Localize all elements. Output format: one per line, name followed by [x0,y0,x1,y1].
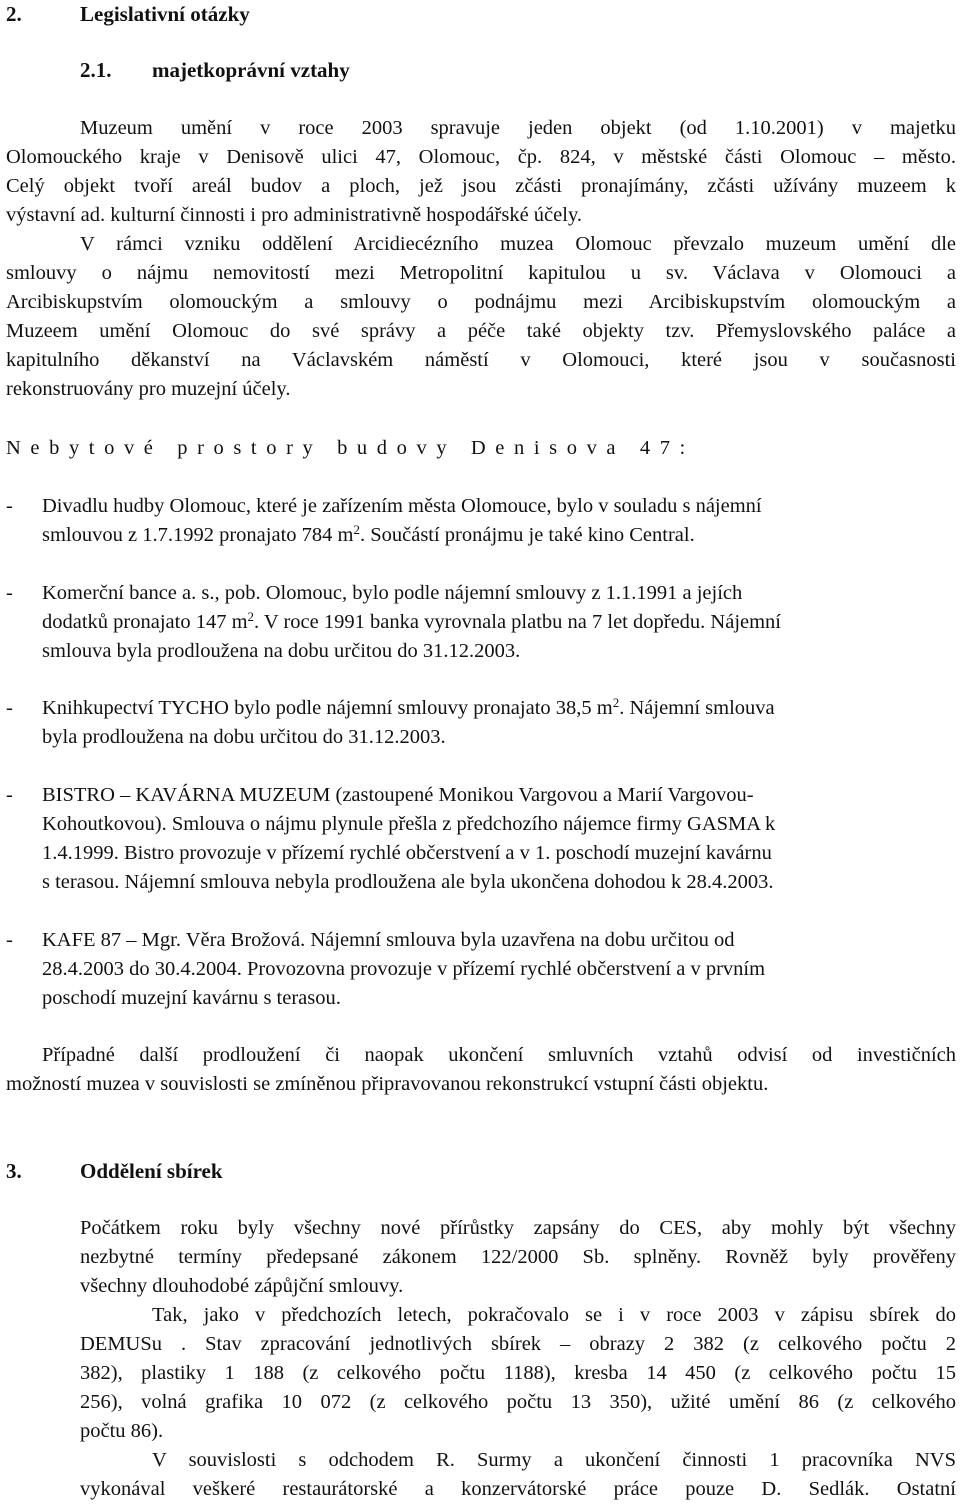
text-line: kapitulního děkanství na Václavském náměstí v Olomouci, které jsou v současnosti [6,349,956,371]
text-line: výstavní ad. kulturní činnosti i pro administrativně hospodářské účely. [6,204,582,226]
intro-paragraph [6,143,956,201]
text-line: Olomouckého kraje v Denisově ulici 47, Olomouc, čp. 824, v městské části Olomouc – město. [6,146,956,168]
text-line: rekonstruovány pro muzejní účely. [6,378,291,400]
paragraph-2-first-line [80,230,956,259]
text-line: BISTRO – KAVÁRNA MUZEUM (zastoupené Monikou Vargovou a Marií Vargovou- [42,784,754,806]
list-dash: - [6,697,13,719]
text-line: 382), plastiky 1 188 (z celkového počtu 1188), kresba 14 450 (z celkového počtu 15 [80,1362,956,1384]
list-dash: - [6,784,13,806]
text-line: V souvislosti s odchodem R. Surmy a ukončení činnosti 1 pracovníka NVS [152,1449,956,1471]
text-line: Arcibiskupstvím olomouckým a smlouvy o podnájmu mezi Arcibiskupstvím olomouckým a [6,291,956,313]
list-dash: - [6,582,13,604]
section-3-title: Oddělení sbírek [80,1159,223,1183]
text-line: Případné další prodloužení či naopak ukončení smluvních vztahů odvisí od investičních [42,1044,956,1066]
section-2-title: Legislativní otázky [80,2,250,26]
closing-paragraph-first-line [42,1041,956,1070]
text-line: KAFE 87 – Mgr. Věra Brožová. Nájemní smlouva byla uzavřena na dobu určitou od [42,929,735,951]
text-line: vykonával veškeré restaurátorské a konzervátorské práce pouze D. Sedlák. Ostatní [80,1478,956,1500]
section-3-paragraph-3 [80,1475,956,1504]
section-3-paragraph-1 [80,1214,956,1301]
text-line: Komerční bance a. s., pob. Olomouc, bylo podle nájemní smlouvy z 1.1.1991 a jejích [42,582,743,604]
text-line: smlouva byla prodloužena na dobu určitou do 31.12.2003. [42,640,521,662]
text-line: Počátkem roku byly všechny nové přírůstky zapsány do CES, aby mohly být všechny [80,1217,956,1239]
text-line: nezbytné termíny předepsané zákonem 122/2000 Sb. splněny. Rovněž byly prověřeny [80,1246,956,1268]
text-line: s terasou. Nájemní smlouva nebyla prodloužena ale byla ukončena dohodou k 28.4.2003. [42,871,774,893]
list-dash: - [6,495,13,517]
text-line: smlouvou z 1.7.1992 pronajato 784 $m^2$. Součástí pronájmu je také kino Central. [42,522,695,546]
text-line: 256), volná grafika 10 072 (z celkového počtu 13 350), užité umění 86 (z celkového [80,1391,956,1413]
section-3-paragraph-3-first-line [152,1446,956,1475]
text-line: DEMUSu . Stav zpracování jednotlivých sbírek – obrazy 2 382 (z celkového počtu 2 [80,1333,956,1355]
text-line: 28.4.2003 do 30.4.2004. Provozovna provozuje v přízemí rychlé občerstvení a v prvním [42,958,766,980]
section-2-number: 2. [6,2,22,26]
text-line: 1.4.1999. Bistro provozuje v přízemí rychlé občerstvení a v 1. poschodí muzejní kavárnu [42,842,772,864]
subsection-2-1-number: 2.1. [80,58,112,82]
list-dash: - [6,929,13,951]
text-line: Kohoutkovou). Smlouva o nájmu plynule přešla z předchozího nájemce firmy GASMA k [42,813,776,835]
text-line: smlouvy o nájmu nemovitostí mezi Metropolitní kapitulou u sv. Václava v Olomouci a [6,262,956,284]
list-item-tycho [42,694,956,752]
text-line: byla prodloužena na dobu určitou do 31.12.2003. [42,726,446,748]
list-item-bistro [42,781,956,897]
text-line: všechny dlouhodobé zápůjční smlouvy. [80,1275,404,1297]
section-3-paragraph-2-first-line [152,1301,956,1330]
text-line: možností muzea v souvislosti se zmíněnou připravovanou rekonstrukcí vstupní části objektu. [6,1073,769,1095]
subsection-2-1-title: majetkoprávní vztahy [152,58,350,82]
text-line: Knihkupectví TYCHO bylo podle nájemní smlouvy pronajato 38,5 $m^2$. Nájemní smlouva [42,695,775,719]
paragraph-2 [6,259,956,404]
closing-paragraph [6,1070,956,1099]
list-item-komercni-banka [42,579,956,666]
text-line: Celý objekt tvoří areál budov a ploch, jež jsou zčásti pronajímány, zčásti užívány muzeem k [6,175,956,197]
section-3-number: 3. [6,1159,22,1183]
text-line: poschodí muzejní kavárnu s terasou. [42,987,341,1009]
text-line: V rámci vzniku oddělení Arcidiecézního muzea Olomouc převzalo muzeum umění dle [80,233,956,255]
text-line: Tak, jako v předchozích letech, pokračovalo se i v roce 2003 v zápisu sbírek do [152,1304,956,1326]
text-line: Divadlu hudby Olomouc, které je zařízením města Olomouce, bylo v souladu s nájemní [42,495,762,517]
text-line: počtu 86). [80,1420,164,1442]
text-line: dodatků pronajato 147 $m^2$. V roce 1991 banka vyrovnala platbu na 7 let dopředu. Nájemní [42,609,782,633]
text-line: Muzeum umění v roce 2003 spravuje jeden objekt (od 1.10.2001) v majetku [80,117,956,139]
intro-paragraph-first-line [80,114,956,143]
nebytove-prostory-heading: Nebytové prostory budovy Denisova 47: [6,437,695,459]
intro-paragraph-last-line [6,201,956,230]
section-3-paragraph-2 [80,1330,956,1446]
text-line: Muzeem umění Olomouc do své správy a péče také objekty tzv. Přemyslovského paláce a [6,320,956,342]
list-item-kafe-87 [42,926,956,1013]
list-item-divadlo [42,492,956,550]
